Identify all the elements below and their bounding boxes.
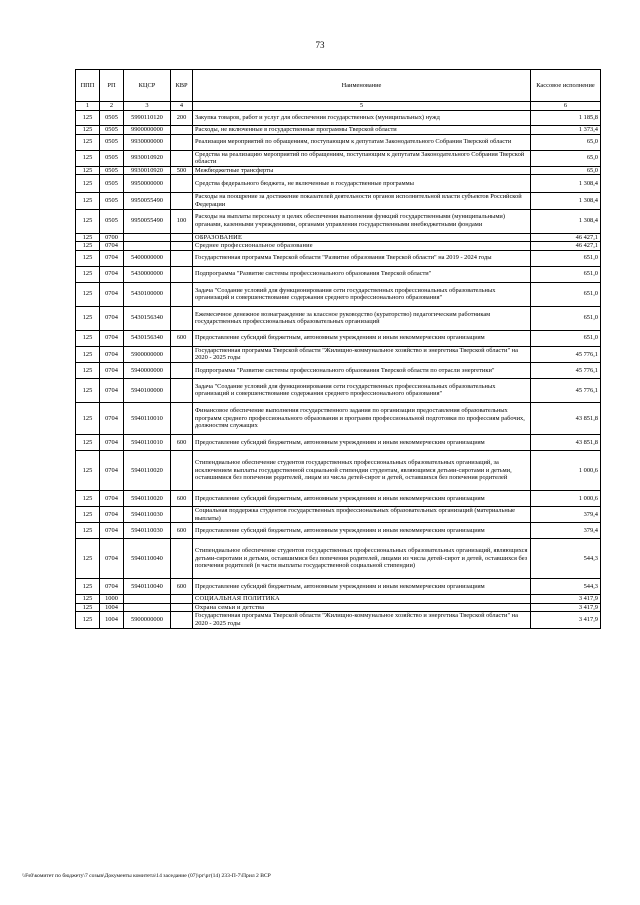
cell-kcsr: 5400000000 xyxy=(124,250,171,266)
cell-kcsr: 5940110010 xyxy=(124,434,171,450)
cell-rp: 0704 xyxy=(100,378,124,402)
cell-kvr xyxy=(171,193,193,209)
cell-kcsr: 5990110120 xyxy=(124,111,171,126)
cell-ppp: 125 xyxy=(76,330,100,346)
table-body xyxy=(76,111,601,629)
cell-rp: 0505 xyxy=(100,134,124,150)
cell-name: Средства федерального бюджета, не включенные в государственные программы xyxy=(193,175,531,193)
cell-kvr: 200 xyxy=(171,111,193,126)
cell-kvr: 100 xyxy=(171,209,193,233)
cell-amount: 43 851,8 xyxy=(531,402,601,434)
cell-name: СОЦИАЛЬНАЯ ПОЛИТИКА xyxy=(193,595,531,604)
cell-ppp: 125 xyxy=(76,250,100,266)
cell-rp: 0704 xyxy=(100,266,124,282)
cell-ppp: 125 xyxy=(76,378,100,402)
cell-amount: 651,0 xyxy=(531,266,601,282)
cell-kcsr: 5430156340 xyxy=(124,330,171,346)
cell-kcsr: 9930010920 xyxy=(124,150,171,166)
cell-kcsr: 5940000000 xyxy=(124,362,171,378)
footer-file-path: \\Fs0\комитет по бюджету\7 созыв\Документы комитета\14 заседание (07)\рг\рг(14) 233-П-7\Прил 2 ВСР xyxy=(22,873,271,879)
cell-amount: 65,0 xyxy=(531,166,601,175)
cell-amount: 651,0 xyxy=(531,306,601,330)
cell-name: Ежемесячное денежное вознаграждение за классное руководство (кураторство) педагогическим работникам государственных профессиональных образовательных организаций xyxy=(193,306,531,330)
cell-kvr xyxy=(171,402,193,434)
cell-amount: 544,3 xyxy=(531,539,601,579)
cell-name: Межбюджетные трансферты xyxy=(193,166,531,175)
table-row xyxy=(76,306,601,330)
cell-kvr xyxy=(171,233,193,242)
cell-name: Государственная программа Тверской области "Жилищно-коммунальное хозяйство и энергетика Тверской области" на 2020 - 2025 годы xyxy=(193,612,531,628)
cell-ppp: 125 xyxy=(76,539,100,579)
cell-kcsr: 9950055490 xyxy=(124,209,171,233)
cell-kvr xyxy=(171,362,193,378)
cell-name: Охрана семьи и детства xyxy=(193,603,531,612)
cell-rp: 0505 xyxy=(100,126,124,135)
cell-amount: 651,0 xyxy=(531,282,601,306)
cell-name: Предоставление субсидий бюджетным, автономным учреждениям и иным некоммерческим организациям xyxy=(193,330,531,346)
cell-amount: 3 417,9 xyxy=(531,603,601,612)
cell-amount: 1 000,6 xyxy=(531,450,601,490)
table-row xyxy=(76,134,601,150)
table-row xyxy=(76,193,601,209)
cell-name: Подпрограмма "Развитие системы профессионального образования Тверской области" xyxy=(193,266,531,282)
cell-ppp: 125 xyxy=(76,126,100,135)
table-row xyxy=(76,603,601,612)
page-number: 73 xyxy=(315,40,325,50)
cell-rp: 0505 xyxy=(100,111,124,126)
cell-name: ОБРАЗОВАНИЕ xyxy=(193,233,531,242)
cell-name: Финансовое обеспечение выполнения государственного задания по организации предоставления образовательных программ среднего профессионального образования и программ профессиональной подготовки по профессиям рабочих, должностям служащих xyxy=(193,402,531,434)
cell-ppp: 125 xyxy=(76,450,100,490)
cell-rp: 0704 xyxy=(100,250,124,266)
cell-name: Расходы на поощрение за достижение показателей деятельности органов исполнительной власти субъектов Российской Федерации xyxy=(193,193,531,209)
cell-kcsr: 5900000000 xyxy=(124,612,171,628)
header-kvr: КВР xyxy=(171,70,193,102)
cell-rp: 0704 xyxy=(100,450,124,490)
cell-name: Стипендиальное обеспечение студентов государственных профессиональных образовательных организаций, за исключением выплаты государственной социальной стипендии студентам, являющимся детьми-сиротами и детьми, оставшимися без попечения родителей, лицам из числа детей-сирот и детей, оставшихся без попечения родителей xyxy=(193,450,531,490)
cell-amount: 45 776,1 xyxy=(531,346,601,362)
cell-kvr xyxy=(171,175,193,193)
table-row xyxy=(76,490,601,506)
cell-kvr xyxy=(171,150,193,166)
cell-amount: 651,0 xyxy=(531,330,601,346)
cell-kcsr: 5940110030 xyxy=(124,523,171,539)
cell-amount: 45 776,1 xyxy=(531,362,601,378)
cell-name: Расходы, не включенные в государственные программы Тверской области xyxy=(193,126,531,135)
cell-ppp: 125 xyxy=(76,111,100,126)
cell-amount: 43 851,8 xyxy=(531,434,601,450)
table-row xyxy=(76,166,601,175)
cell-kcsr: 9950000000 xyxy=(124,175,171,193)
cell-kcsr: 9930000000 xyxy=(124,134,171,150)
cell-kcsr xyxy=(124,595,171,604)
column-number-row xyxy=(76,102,601,111)
table-row xyxy=(76,282,601,306)
cell-kvr xyxy=(171,282,193,306)
cell-kcsr: 9900000000 xyxy=(124,126,171,135)
cell-amount: 46 427,1 xyxy=(531,242,601,251)
cell-amount: 65,0 xyxy=(531,150,601,166)
cell-kvr xyxy=(171,126,193,135)
cell-ppp: 125 xyxy=(76,346,100,362)
table-row xyxy=(76,250,601,266)
cell-ppp: 125 xyxy=(76,595,100,604)
cell-name: Стипендиальное обеспечение студентов государственных профессиональных образовательных организаций, являющихся детьми-сиротами и детьми, оставшимися без попечения родителей, лицами из числа детей-сирот и детей, оставшихся без попечения родителей (в части выплаты государственной социальной стипендии) xyxy=(193,539,531,579)
cell-kcsr: 5940110040 xyxy=(124,539,171,579)
header-amount: Кассовое исполнение xyxy=(531,70,601,102)
cell-rp: 0704 xyxy=(100,242,124,251)
cell-amount: 45 776,1 xyxy=(531,378,601,402)
cell-ppp: 125 xyxy=(76,362,100,378)
cell-name: Закупка товаров, работ и услуг для обеспечения государственных (муниципальных) нужд xyxy=(193,111,531,126)
cell-kcsr: 5940110010 xyxy=(124,402,171,434)
cell-name: Государственная программа Тверской области "Жилищно-коммунальное хозяйство и энергетика Тверской области" на 2020 - 2025 годы xyxy=(193,346,531,362)
column-number: 6 xyxy=(531,102,601,111)
table-row xyxy=(76,150,601,166)
cell-ppp: 125 xyxy=(76,434,100,450)
header-rp: РП xyxy=(100,70,124,102)
cell-name: Среднее профессиональное образование xyxy=(193,242,531,251)
table-row xyxy=(76,233,601,242)
cell-kcsr: 5940100000 xyxy=(124,378,171,402)
cell-rp: 0704 xyxy=(100,282,124,306)
cell-kcsr: 5430100000 xyxy=(124,282,171,306)
table-row xyxy=(76,378,601,402)
column-number: 1 xyxy=(76,102,100,111)
cell-rp: 0704 xyxy=(100,346,124,362)
cell-name: Задача "Создание условий для функционирования сети государственных профессиональных образовательных организаций и совершенствование содержания среднего профессионального образования" xyxy=(193,378,531,402)
cell-kvr xyxy=(171,612,193,628)
column-number: 5 xyxy=(193,102,531,111)
table-row xyxy=(76,266,601,282)
cell-kcsr xyxy=(124,603,171,612)
column-number: 2 xyxy=(100,102,124,111)
cell-amount: 65,0 xyxy=(531,134,601,150)
cell-rp: 0505 xyxy=(100,209,124,233)
cell-rp: 0700 xyxy=(100,233,124,242)
table-row xyxy=(76,362,601,378)
cell-kcsr xyxy=(124,242,171,251)
table-row xyxy=(76,506,601,522)
cell-kvr xyxy=(171,506,193,522)
cell-rp: 0505 xyxy=(100,175,124,193)
cell-name: Социальная поддержка студентов государственных профессиональных образовательных организаций (материальные выплаты) xyxy=(193,506,531,522)
cell-kvr xyxy=(171,603,193,612)
cell-rp: 0505 xyxy=(100,166,124,175)
cell-kcsr: 5430000000 xyxy=(124,266,171,282)
cell-kvr xyxy=(171,306,193,330)
table-row xyxy=(76,523,601,539)
cell-rp: 0704 xyxy=(100,362,124,378)
cell-rp: 0704 xyxy=(100,330,124,346)
table-row xyxy=(76,434,601,450)
cell-kvr xyxy=(171,134,193,150)
cell-kvr xyxy=(171,266,193,282)
cell-kcsr: 9950055490 xyxy=(124,193,171,209)
cell-rp: 0704 xyxy=(100,539,124,579)
cell-amount: 1 373,4 xyxy=(531,126,601,135)
header-ppp: ППП xyxy=(76,70,100,102)
cell-kvr: 600 xyxy=(171,523,193,539)
cell-rp: 0704 xyxy=(100,402,124,434)
cell-ppp: 125 xyxy=(76,579,100,595)
cell-ppp: 125 xyxy=(76,134,100,150)
cell-name: Государственная программа Тверской области "Развитие образования Тверской области" на 2019 - 2024 годы xyxy=(193,250,531,266)
cell-amount: 3 417,9 xyxy=(531,612,601,628)
table-row xyxy=(76,346,601,362)
cell-amount: 3 417,9 xyxy=(531,595,601,604)
cell-amount: 379,4 xyxy=(531,523,601,539)
cell-kvr xyxy=(171,346,193,362)
cell-kvr: 500 xyxy=(171,166,193,175)
cell-rp: 0704 xyxy=(100,434,124,450)
cell-ppp: 125 xyxy=(76,266,100,282)
cell-name: Средства на реализацию мероприятий по обращениям, поступающим к депутатам Законодательного Собрания Тверской области xyxy=(193,150,531,166)
table-row xyxy=(76,330,601,346)
cell-kcsr: 5900000000 xyxy=(124,346,171,362)
cell-amount: 1 185,8 xyxy=(531,111,601,126)
cell-kcsr: 9930010920 xyxy=(124,166,171,175)
cell-name: Расходы на выплаты персоналу в целях обеспечения выполнения функций государственными (муниципальными) органами, казенными учреждениями, органами управления государственными внебюджетными фондами xyxy=(193,209,531,233)
cell-amount: 1 000,6 xyxy=(531,490,601,506)
cell-rp: 1000 xyxy=(100,595,124,604)
cell-kvr xyxy=(171,378,193,402)
cell-kvr: 600 xyxy=(171,579,193,595)
cell-amount: 46 427,1 xyxy=(531,233,601,242)
cell-kvr: 600 xyxy=(171,330,193,346)
cell-kvr xyxy=(171,242,193,251)
table-row xyxy=(76,175,601,193)
cell-amount: 651,0 xyxy=(531,250,601,266)
cell-ppp: 125 xyxy=(76,242,100,251)
cell-amount: 1 308,4 xyxy=(531,175,601,193)
cell-kcsr: 5430156340 xyxy=(124,306,171,330)
cell-name: Реализация мероприятий по обращениям, поступающим к депутатам Законодательного Собрания Тверской области xyxy=(193,134,531,150)
cell-kcsr xyxy=(124,233,171,242)
cell-amount: 1 308,4 xyxy=(531,209,601,233)
cell-ppp: 125 xyxy=(76,603,100,612)
cell-ppp: 125 xyxy=(76,282,100,306)
table-row xyxy=(76,612,601,628)
cell-kvr xyxy=(171,450,193,490)
table-row xyxy=(76,209,601,233)
cell-ppp: 125 xyxy=(76,193,100,209)
cell-rp: 0704 xyxy=(100,506,124,522)
cell-kcsr: 5940110020 xyxy=(124,450,171,490)
cell-rp: 0704 xyxy=(100,306,124,330)
cell-kcsr: 5940110030 xyxy=(124,506,171,522)
cell-amount: 544,3 xyxy=(531,579,601,595)
cell-rp: 1004 xyxy=(100,612,124,628)
cell-ppp: 125 xyxy=(76,209,100,233)
cell-kcsr: 5940110040 xyxy=(124,579,171,595)
cell-rp: 1004 xyxy=(100,603,124,612)
cell-rp: 0704 xyxy=(100,579,124,595)
cell-kvr xyxy=(171,250,193,266)
cell-ppp: 125 xyxy=(76,175,100,193)
budget-execution-table xyxy=(75,69,601,629)
cell-kvr xyxy=(171,595,193,604)
table-row xyxy=(76,126,601,135)
cell-ppp: 125 xyxy=(76,506,100,522)
cell-name: Предоставление субсидий бюджетным, автономным учреждениям и иным некоммерческим организациям xyxy=(193,434,531,450)
cell-rp: 0704 xyxy=(100,490,124,506)
cell-name: Предоставление субсидий бюджетным, автономным учреждениям и иным некоммерческим организациям xyxy=(193,579,531,595)
cell-name: Предоставление субсидий бюджетным, автономным учреждениям и иным некоммерческим организациям xyxy=(193,523,531,539)
cell-ppp: 125 xyxy=(76,402,100,434)
cell-ppp: 125 xyxy=(76,150,100,166)
cell-kvr xyxy=(171,539,193,579)
cell-amount: 1 308,4 xyxy=(531,193,601,209)
header-name: Наименование xyxy=(193,70,531,102)
cell-name: Предоставление субсидий бюджетным, автономным учреждениям и иным некоммерческим организациям xyxy=(193,490,531,506)
cell-ppp: 125 xyxy=(76,233,100,242)
column-number: 3 xyxy=(124,102,171,111)
cell-rp: 0505 xyxy=(100,193,124,209)
table-row xyxy=(76,450,601,490)
cell-kcsr: 5940110020 xyxy=(124,490,171,506)
cell-amount: 379,4 xyxy=(531,506,601,522)
table-row xyxy=(76,242,601,251)
cell-ppp: 125 xyxy=(76,490,100,506)
cell-ppp: 125 xyxy=(76,612,100,628)
cell-ppp: 125 xyxy=(76,306,100,330)
cell-kvr: 600 xyxy=(171,490,193,506)
cell-name: Подпрограмма "Развитие системы профессионального образования Тверской области по отрасли энергетики" xyxy=(193,362,531,378)
cell-rp: 0505 xyxy=(100,150,124,166)
table-row xyxy=(76,111,601,126)
cell-ppp: 125 xyxy=(76,523,100,539)
cell-name: Задача "Создание условий для функционирования сети государственных профессиональных образовательных организаций и совершенствование содержания среднего профессионального образования" xyxy=(193,282,531,306)
table-row xyxy=(76,595,601,604)
table-row xyxy=(76,579,601,595)
column-number: 4 xyxy=(171,102,193,111)
header-kcsr: КЦСР xyxy=(124,70,171,102)
table-row xyxy=(76,539,601,579)
cell-ppp: 125 xyxy=(76,166,100,175)
cell-kvr: 600 xyxy=(171,434,193,450)
table-row xyxy=(76,402,601,434)
cell-rp: 0704 xyxy=(100,523,124,539)
